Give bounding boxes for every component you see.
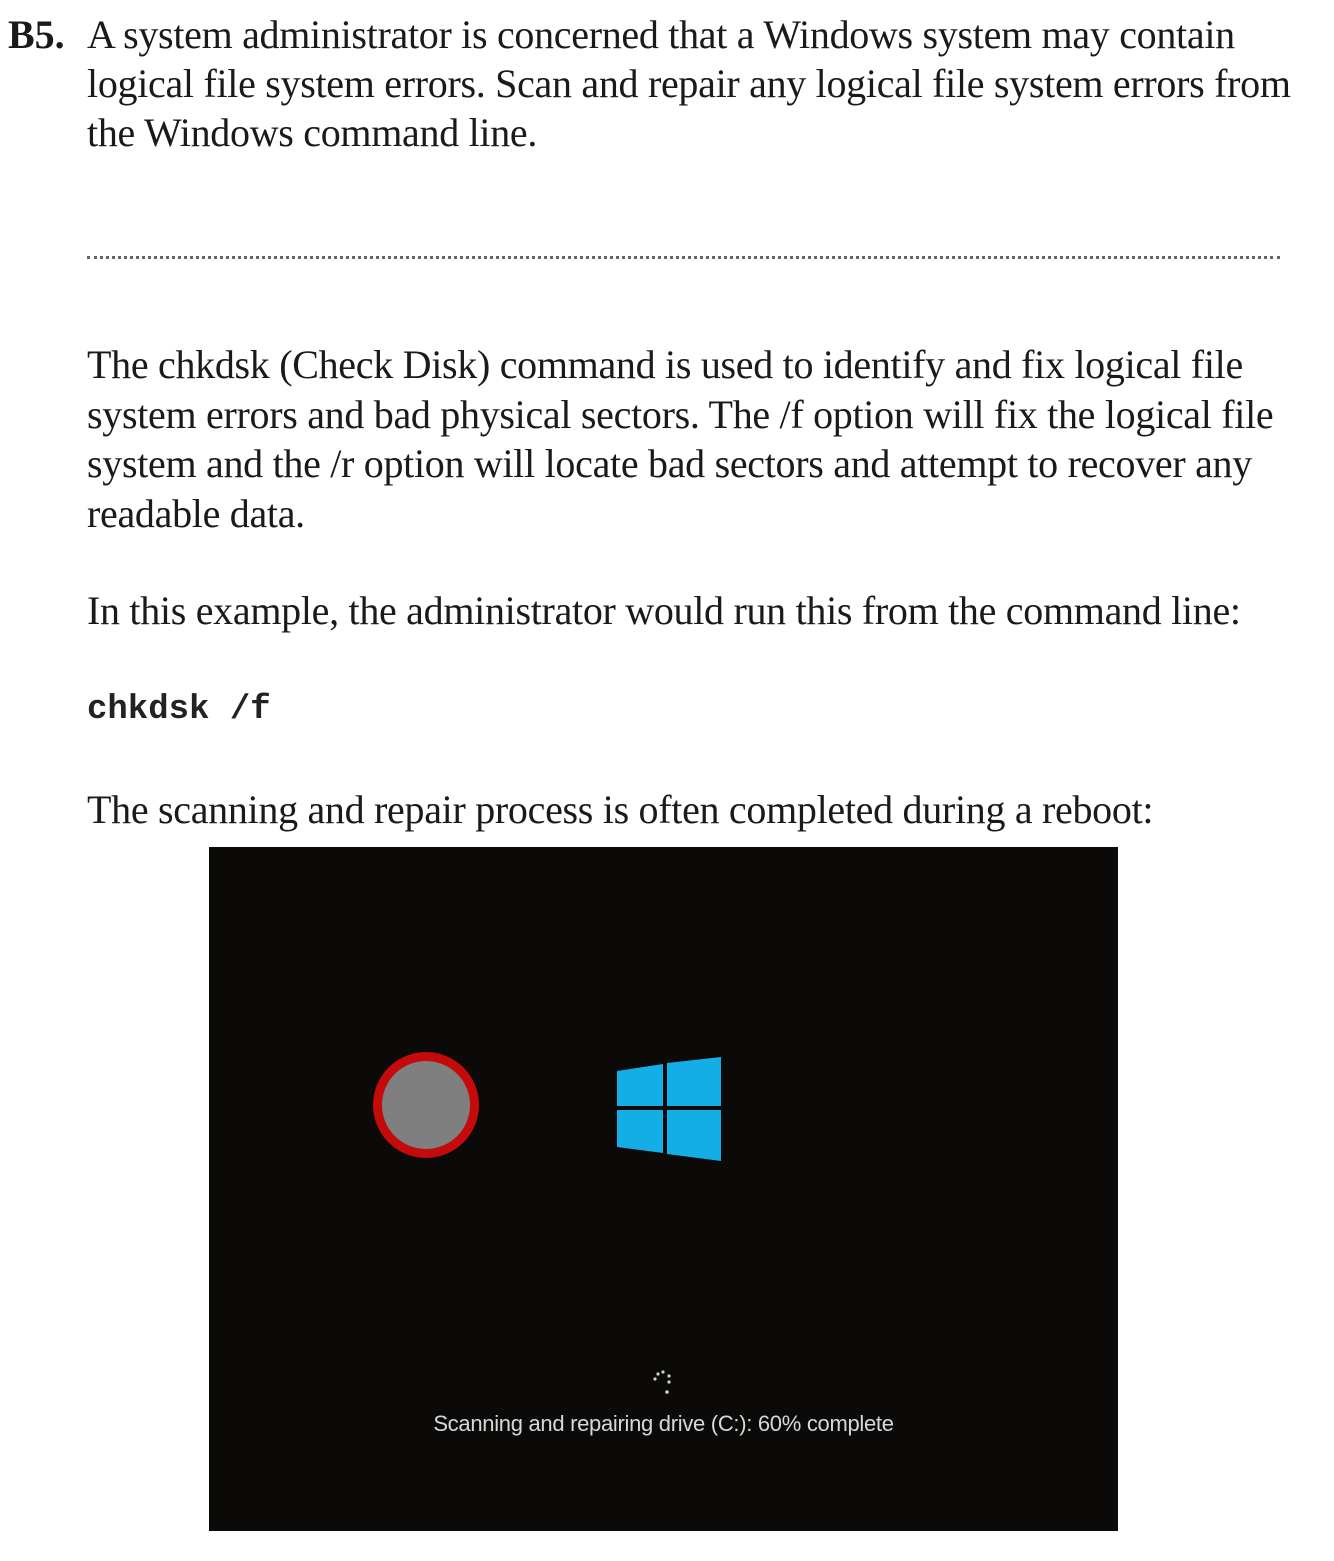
- question-text: A system administrator is concerned that a Windows system may contain logical file system errors. Scan and repair any logical file system errors from the Windows command line.: [87, 12, 1291, 155]
- scan-status-text: Scanning and repairing drive (C:): 60% complete: [433, 1411, 894, 1436]
- reboot-paragraph: The scanning and repair process is often completed during a reboot:: [87, 787, 1154, 832]
- command-snippet: chkdsk /f: [87, 691, 271, 729]
- explanation-paragraph: The chkdsk (Check Disk) command is used to identify and fix logical file system errors and bad physical sectors. The /f option will fix the logical file system and the /r option will locate bad sectors and attempt to recover any readable data.: [87, 342, 1274, 536]
- record-circle-icon: [373, 1052, 479, 1158]
- command-intro-paragraph: In this example, the administrator would run this from the command line:: [87, 588, 1241, 633]
- windows-logo-icon: [617, 1057, 721, 1161]
- boot-screen-screenshot: [209, 847, 1118, 1531]
- loading-spinner-icon: [649, 1367, 677, 1397]
- question-number: B5.: [8, 12, 65, 57]
- answer-separator: [87, 256, 1280, 259]
